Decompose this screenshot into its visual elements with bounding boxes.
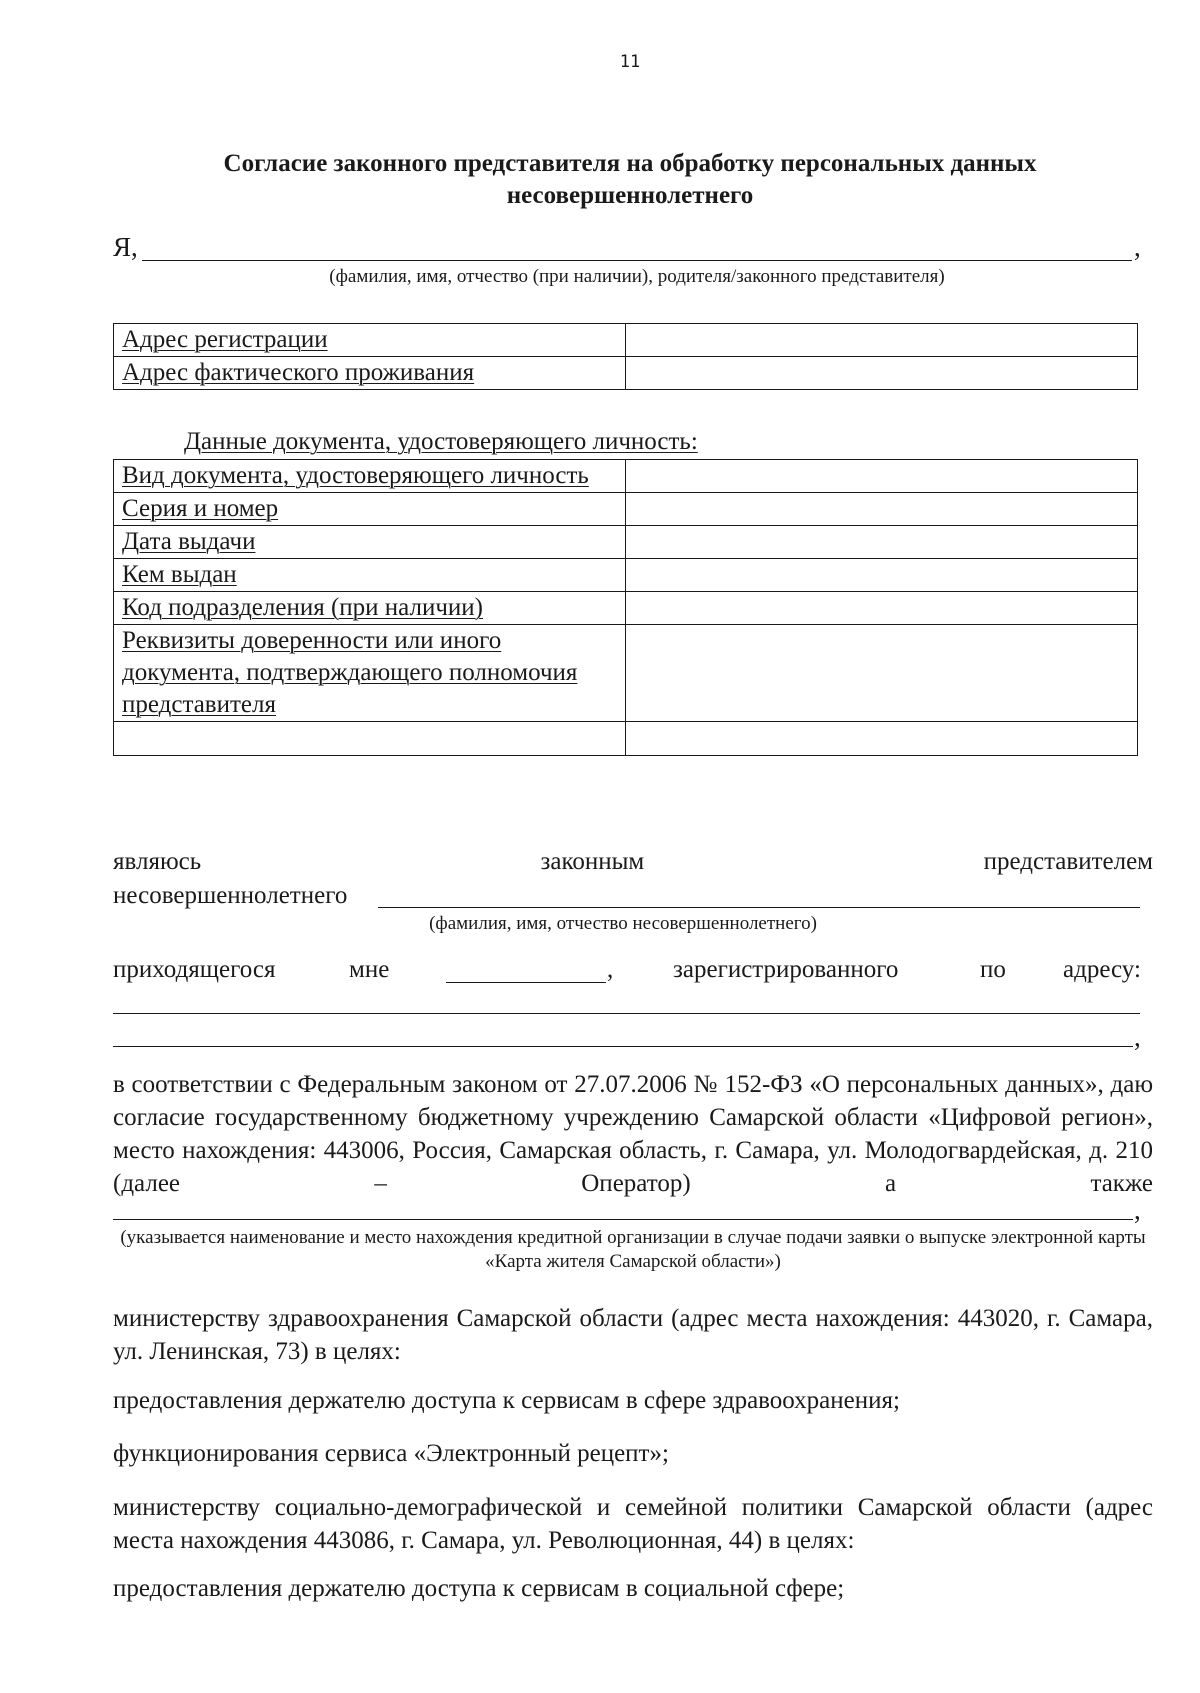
series-number-label: Серия и номер — [114, 493, 626, 526]
address-field-line-1[interactable] — [113, 1013, 1140, 1014]
empty-row-label[interactable] — [114, 722, 626, 756]
issued-by-label: Кем выдан — [114, 559, 626, 592]
empty-row-value[interactable] — [625, 722, 1137, 756]
table-row — [114, 526, 1138, 559]
table-row — [114, 357, 1138, 390]
table-row — [114, 324, 1138, 357]
relation-word-2: мне — [349, 956, 390, 983]
issued-by-value[interactable] — [625, 559, 1137, 592]
identity-table — [113, 459, 1138, 756]
address-actual-value[interactable] — [625, 357, 1137, 390]
health-purpose-2: функционирования сервиса «Электронный рецепт»; — [113, 1440, 669, 1467]
social-purpose-1: предоставления держателю доступа к сервисам в социальной сфере; — [113, 1575, 845, 1602]
address-actual-label: Адрес фактического проживания — [114, 357, 626, 390]
minor-name-field[interactable] — [378, 907, 1140, 908]
table-row — [114, 592, 1138, 625]
address-registration-value[interactable] — [625, 324, 1137, 357]
bank-caption: (указывается наименование и место нахождения кредитной организации в случае подачи заявки о выпуске электронной карты «Карта жителя Самарской области») — [120, 1227, 1146, 1272]
representative-suffix: , — [1134, 232, 1141, 262]
title-line-2: несовершеннолетнего — [506, 182, 754, 209]
identity-heading: Данные документа, удостоверяющего личность: — [184, 428, 698, 455]
relation-word-4: по — [980, 956, 1006, 983]
document-title — [110, 148, 1150, 212]
consent-paragraph: в соответствии с Федеральным законом от 27.07.2006 № 152-ФЗ «О персональных данных», даю согласие государственному бюджетному учреждению Самарской области «Цифровой регион», место нахождения: 443006, Россия, Самарская область, г. Самара, ул. Молодогвардейская, д. 210 (далее – Оператор) а также — [113, 1071, 1153, 1197]
series-number-value[interactable] — [625, 493, 1137, 526]
minor-word-2: законным — [540, 848, 645, 875]
document-type-value[interactable] — [625, 460, 1137, 493]
social-ministry-paragraph: министерству социально-демографической и семейной политики Самарской области (адрес места нахождения 443086, г. Самара, ул. Революционная, 44) в целях: — [113, 1494, 1153, 1554]
table-row — [114, 460, 1138, 493]
representative-prefix: Я, — [113, 232, 138, 262]
relation-word-3: зарегистрированного — [673, 956, 899, 983]
minor-caption: (фамилия, имя, отчество несовершеннолетнего) — [429, 913, 817, 934]
issue-date-label: Дата выдачи — [114, 526, 626, 559]
health-ministry-paragraph: министерству здравоохранения Самарской области (адрес места нахождения: 443020, г. Самара, ул. Ленинская, 73) в целях: — [113, 1305, 1153, 1365]
representative-caption: (фамилия, имя, отчество (при наличии), родителя/законного представителя) — [329, 266, 945, 287]
minor-statement-line — [113, 848, 1153, 876]
relation-word-5: адресу: — [1063, 956, 1141, 983]
page-number: 11 — [619, 52, 641, 72]
address-table — [113, 323, 1138, 390]
address-registration-label: Адрес регистрации — [114, 324, 626, 357]
table-row — [114, 559, 1138, 592]
address-field-line-2[interactable] — [113, 1046, 1133, 1047]
relation-word-1: приходящегося — [113, 956, 276, 983]
power-of-attorney-value[interactable] — [625, 625, 1137, 722]
minor-word-1: являюсь — [113, 848, 202, 875]
representative-name-field[interactable] — [142, 260, 1132, 261]
relation-line — [113, 956, 1153, 992]
division-code-label: Код подразделения (при наличии) — [114, 592, 626, 625]
minor-label: несовершеннолетнего — [113, 882, 348, 909]
relation-kinship-field[interactable] — [446, 982, 606, 983]
table-row — [114, 493, 1138, 526]
table-row — [114, 722, 1138, 756]
power-of-attorney-label: Реквизиты доверенности или иного документа, подтверждающего полномочия представителя — [114, 625, 626, 722]
bank-end-comma: , — [1134, 1195, 1141, 1225]
table-row — [114, 625, 1138, 722]
address-end-comma: , — [1134, 1022, 1141, 1052]
minor-word-3: представителем — [983, 848, 1153, 875]
issue-date-value[interactable] — [625, 526, 1137, 559]
health-purpose-1: предоставления держателю доступа к сервисам в сфере здравоохранения; — [113, 1387, 900, 1414]
relation-blank-suffix: , — [607, 956, 614, 983]
title-line-1: Согласие законного представителя на обработку персональных данных — [223, 150, 1037, 177]
division-code-value[interactable] — [625, 592, 1137, 625]
document-type-label: Вид документа, удостоверяющего личность — [114, 460, 626, 493]
bank-name-field[interactable] — [113, 1219, 1133, 1220]
